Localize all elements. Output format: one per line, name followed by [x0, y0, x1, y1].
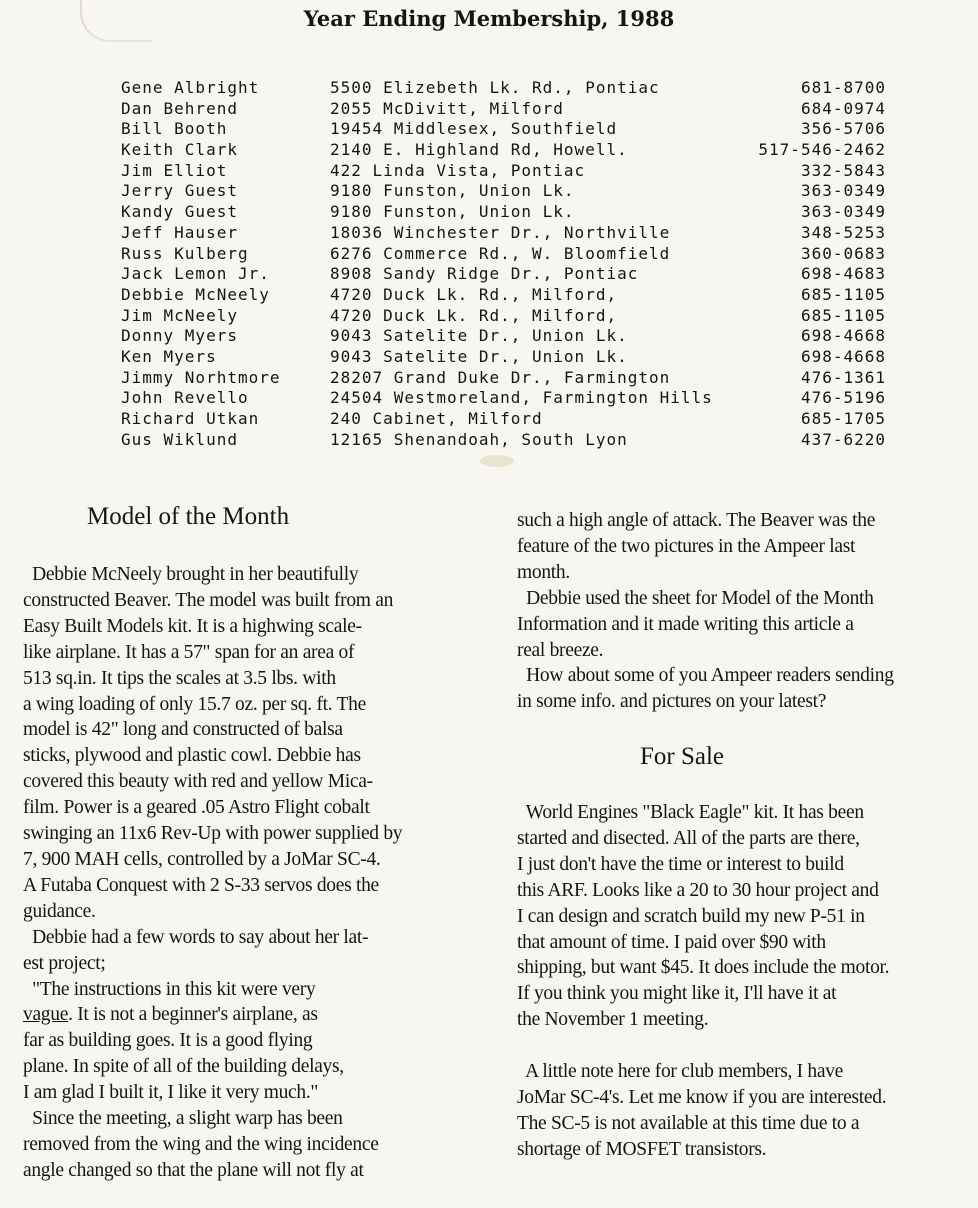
underlined-word: vague [23, 1004, 69, 1026]
member-phone: 356-5706 [800, 119, 886, 139]
text-line: Debbie used the sheet for Model of the Month [517, 587, 874, 609]
member-name: John Revello [121, 388, 249, 408]
member-row [0, 409, 978, 430]
member-name: Jimmy Norhtmore [121, 367, 281, 387]
member-name: Russ Kulberg [121, 243, 249, 263]
text-line: 513 sq.in. It tips the scales at 3.5 lbs. with [23, 667, 336, 689]
member-name: Kandy Guest [121, 202, 238, 222]
text-fragment: . It is not a beginner's airplane, as [68, 1004, 318, 1026]
for-sale-paragraph [517, 800, 957, 1033]
text-line [23, 1002, 468, 1028]
text-line: The SC-5 is not available at this time due to a [517, 1112, 860, 1134]
member-phone: 684-0974 [800, 98, 886, 118]
member-name: Keith Clark [121, 140, 238, 160]
text-line: plane. In spite of all of the building delays, [23, 1056, 344, 1078]
member-address: 5500 Elizebeth Lk. Rd., Pontiac [330, 78, 660, 97]
text-line: If you think you might like it, I'll have it at [517, 983, 837, 1005]
member-row [0, 347, 978, 368]
member-phone: 698-4668 [800, 346, 886, 366]
text-line: Since the meeting, a slight warp has been [23, 1108, 343, 1130]
text-line: est project; [23, 952, 106, 974]
text-line: like airplane. It has a 57" span for an area of [23, 641, 355, 663]
member-address: 28207 Grand Duke Dr., Farmington [330, 367, 671, 387]
member-row [0, 388, 978, 409]
text-line: covered this beauty with red and yellow Mica- [23, 771, 373, 793]
member-row [0, 430, 978, 451]
text-line: Debbie McNeely brought in her beautifully [23, 564, 359, 585]
text-line: such a high angle of attack. The Beaver was the [517, 510, 876, 531]
member-row [0, 306, 978, 327]
text-line: film. Power is a geared .05 Astro Flight cobalt [23, 797, 370, 819]
member-address: 422 Linda Vista, Pontiac [330, 160, 586, 180]
text-line: removed from the wing and the wing incidence [23, 1133, 379, 1155]
member-address: 4720 Duck Lk. Rd., Milford, [330, 305, 618, 325]
member-row [0, 244, 978, 265]
page-title: Year Ending Membership, 1988 [303, 6, 675, 31]
member-phone: 698-4683 [800, 264, 886, 284]
text-line: constructed Beaver. The model was built from an [23, 589, 394, 611]
text-line: in some info. and pictures on your latest? [517, 691, 827, 713]
member-row [0, 181, 978, 202]
text-line: "The instructions in this kit were very [23, 978, 316, 1000]
model-article-left-column [23, 562, 468, 1184]
text-line: the November 1 meeting. [517, 1009, 709, 1031]
text-line: I just don't have the time or interest to build [517, 853, 844, 875]
member-phone: 332-5843 [800, 160, 886, 180]
model-article-right-column [517, 508, 957, 715]
member-row [0, 202, 978, 223]
member-phone: 681-8700 [800, 78, 886, 97]
member-address: 8908 Sandy Ridge Dr., Pontiac [330, 264, 639, 284]
member-name: Jerry Guest [121, 181, 238, 201]
text-line: How about some of you Ampeer readers sending [517, 665, 894, 687]
text-line: swinging an 11x6 Rev-Up with power supplied by [23, 823, 403, 845]
member-phone: 437-6220 [800, 429, 886, 449]
text-line: far as building goes. It is a good flying [23, 1030, 313, 1052]
club-note-paragraph [517, 1059, 957, 1163]
member-row [0, 78, 978, 99]
member-address: 2140 E. Highland Rd, Howell. [330, 140, 628, 160]
text-line: feature of the two pictures in the Ampeer last [517, 535, 856, 557]
member-address: 240 Cabinet, Milford [330, 409, 543, 428]
text-line: shipping, but want $45. It does include the motor. [517, 957, 890, 979]
member-address: 9180 Funston, Union Lk. [330, 181, 575, 201]
member-row [0, 161, 978, 182]
member-row [0, 119, 978, 140]
member-address: 4720 Duck Lk. Rd., Milford, [330, 284, 618, 304]
member-row [0, 140, 978, 161]
member-address: 6276 Commerce Rd., W. Bloomfield [330, 243, 671, 263]
text-line: World Engines "Black Eagle" kit. It has been [517, 802, 864, 823]
member-address: 2055 McDivitt, Milford [330, 98, 564, 118]
member-address: 24504 Westmoreland, Farmington Hills [330, 388, 713, 408]
member-row [0, 368, 978, 389]
member-phone: 360-0683 [800, 243, 886, 263]
text-line: a wing loading of only 15.7 oz. per sq. ft. The [23, 693, 366, 715]
member-name: Ken Myers [121, 346, 217, 366]
member-row [0, 326, 978, 347]
text-line: Information and it made writing this article a [517, 613, 854, 635]
member-address: 18036 Winchester Dr., Northville [330, 222, 671, 242]
text-line: sticks, plywood and plastic cowl. Debbie has [23, 745, 361, 767]
text-line: Easy Built Models kit. It is a highwing scale- [23, 615, 362, 637]
paper-smudge [480, 455, 514, 467]
model-of-month-heading: Model of the Month [87, 503, 290, 530]
member-phone: 363-0349 [800, 181, 886, 201]
member-name: Donny Myers [121, 326, 238, 346]
text-line: Debbie had a few words to say about her lat- [23, 926, 369, 948]
text-line: real breeze. [517, 639, 604, 661]
text-line: this ARF. Looks like a 20 to 30 hour project and [517, 879, 879, 901]
member-name: Gene Albright [121, 78, 260, 97]
member-name: Debbie McNeely [121, 284, 270, 304]
member-name: Jim Elliot [121, 160, 228, 180]
member-row [0, 285, 978, 306]
member-phone: 476-5196 [800, 388, 886, 408]
text-line: shortage of MOSFET transistors. [517, 1138, 767, 1160]
text-line: month. [517, 561, 570, 583]
member-phone: 517-546-2462 [758, 140, 886, 160]
member-phone: 685-1105 [800, 305, 886, 325]
member-address: 19454 Middlesex, Southfield [330, 119, 618, 139]
member-phone: 476-1361 [800, 367, 886, 387]
text-line: 7, 900 MAH cells, controlled by a JoMar SC-4. [23, 848, 381, 870]
member-name: Jack Lemon Jr. [121, 264, 270, 284]
text-line: I am glad I built it, I like it very much." [23, 1082, 319, 1104]
member-name: Richard Utkan [121, 409, 260, 428]
member-address: 9180 Funston, Union Lk. [330, 202, 575, 222]
text-line: model is 42" long and constructed of balsa [23, 719, 343, 741]
membership-roster [0, 78, 978, 450]
text-line: A Futaba Conquest with 2 S-33 servos does the [23, 874, 379, 896]
member-row [0, 264, 978, 285]
member-row [0, 99, 978, 120]
text-line: I can design and scratch build my new P-51 in [517, 905, 865, 927]
member-phone: 685-1705 [800, 409, 886, 428]
member-address: 9043 Satelite Dr., Union Lk. [330, 326, 628, 346]
member-name: Gus Wiklund [121, 429, 238, 449]
member-phone: 698-4668 [800, 326, 886, 346]
text-line: angle changed so that the plane will not fly at [23, 1159, 364, 1181]
member-phone: 363-0349 [800, 202, 886, 222]
member-phone: 348-5253 [800, 222, 886, 242]
text-line: guidance. [23, 900, 96, 922]
member-address: 9043 Satelite Dr., Union Lk. [330, 346, 628, 366]
member-address: 12165 Shenandoah, South Lyon [330, 429, 628, 449]
text-line: A little note here for club members, I have [517, 1061, 844, 1082]
member-name: Bill Booth [121, 119, 228, 139]
text-line: started and disected. All of the parts are there, [517, 827, 860, 849]
member-phone: 685-1105 [800, 284, 886, 304]
member-name: Jim McNeely [121, 305, 238, 325]
for-sale-heading: For Sale [640, 743, 725, 770]
member-name: Dan Behrend [121, 98, 238, 118]
text-line: JoMar SC-4's. Let me know if you are interested. [517, 1086, 887, 1108]
member-name: Jeff Hauser [121, 222, 238, 242]
text-line: that amount of time. I paid over $90 with [517, 931, 826, 953]
member-row [0, 223, 978, 244]
